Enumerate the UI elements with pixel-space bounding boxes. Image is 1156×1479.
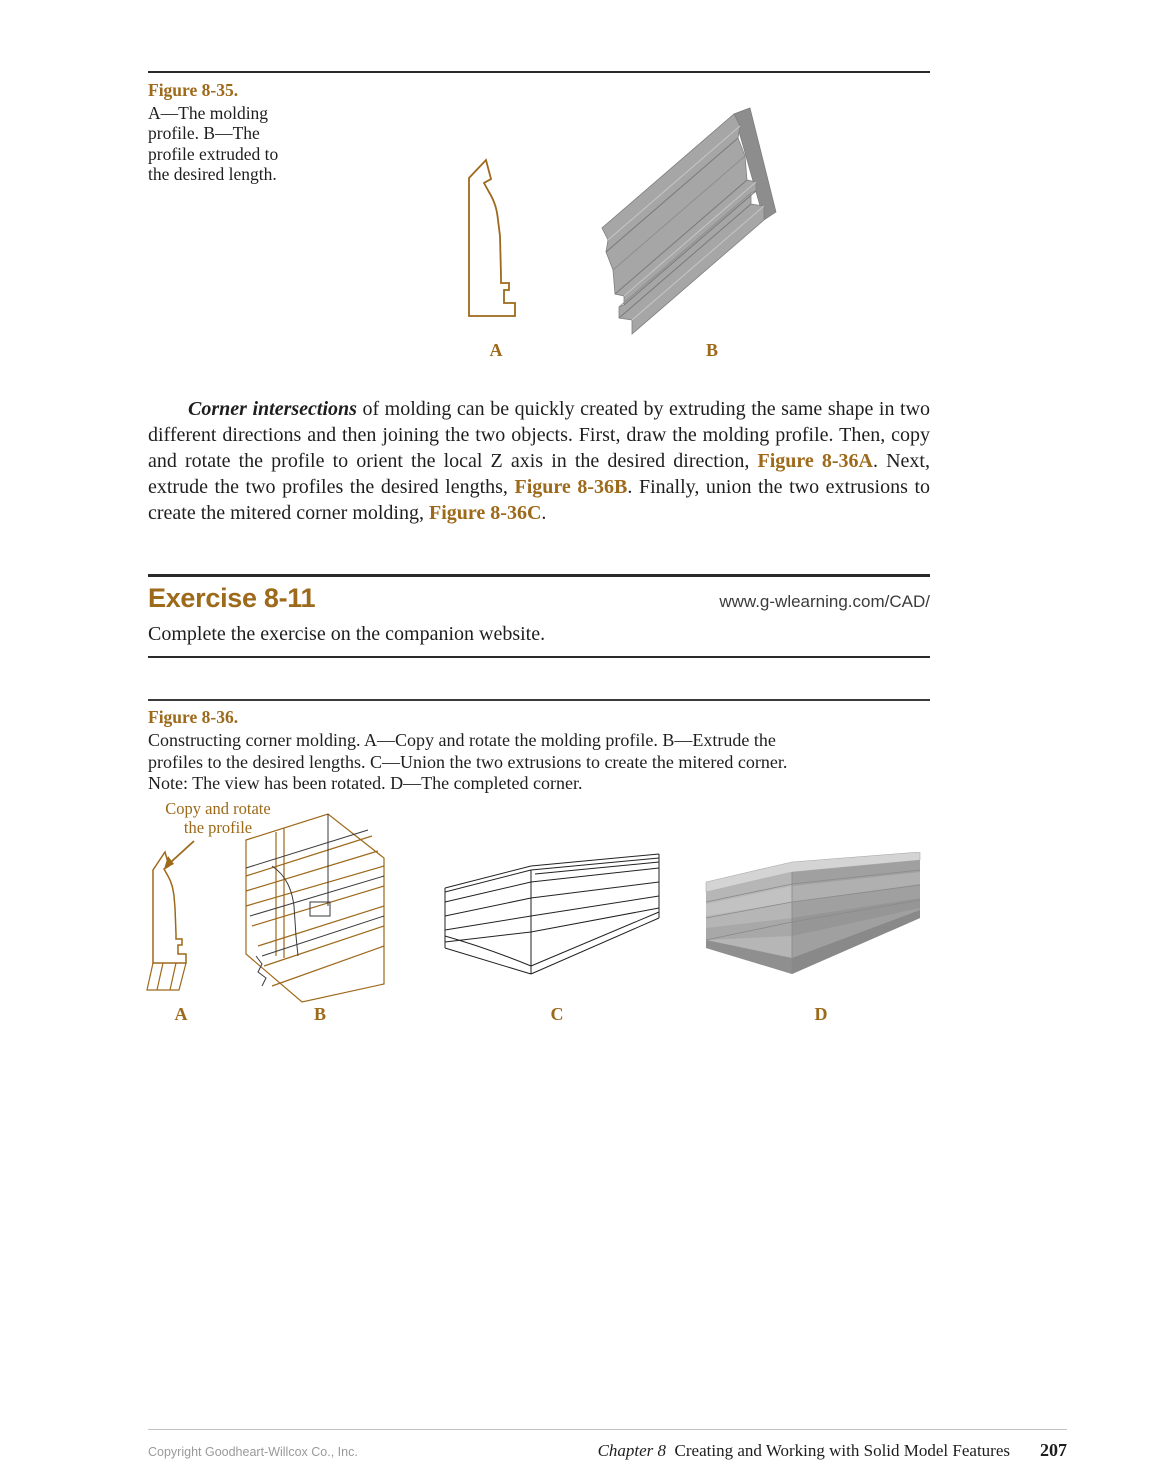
figure-36-label: Figure 8-36. xyxy=(148,707,239,727)
corner-wireframe-lines xyxy=(445,854,659,974)
paragraph-text: . Finally, union the two extrusions to create the mitered corner molding, xyxy=(148,476,930,524)
figure-35-label: Figure 8-35. xyxy=(148,80,239,100)
running-footer xyxy=(598,1441,1010,1461)
figure-35-sublabel-a: A xyxy=(489,340,503,360)
paragraph-text: . Next, extrude the two profiles the desired lengths, xyxy=(148,450,930,498)
annotation-line: Copy and rotate xyxy=(165,799,271,818)
exercise-instruction: Complete the exercise on the companion website. xyxy=(148,623,546,645)
lead-term: Corner intersections xyxy=(188,398,357,420)
page-number: 207 xyxy=(1040,1440,1067,1460)
paragraph-text: . xyxy=(541,502,547,524)
exercise-title: Exercise 8-11 xyxy=(148,583,316,613)
chapter-label: Chapter 8 xyxy=(597,1441,667,1460)
page-footer xyxy=(148,1440,1067,1461)
extruded-molding-render xyxy=(580,80,810,342)
figure-35-caption xyxy=(148,80,326,185)
figure-36b-reference: Figure 8-36B xyxy=(514,476,628,498)
copyright-notice: Copyright Goodheart-Willcox Co., Inc. xyxy=(148,1445,358,1459)
figure-35-sublabel-b: B xyxy=(705,340,718,360)
exercise-bottom-rule xyxy=(148,656,930,658)
figure-36-top-rule xyxy=(148,699,930,701)
body-paragraph xyxy=(148,396,930,526)
figure-36-caption xyxy=(148,730,930,795)
figure-35-caption-line: the desired length. xyxy=(148,164,277,184)
figure-36a-reference: Figure 8-36A xyxy=(757,450,873,472)
figure-36b-wireframe-drawing xyxy=(232,806,397,1006)
chapter-title: Creating and Working with Solid Model Features xyxy=(674,1441,1010,1460)
exercise-top-rule xyxy=(148,574,930,577)
figure-36a-profile-drawing xyxy=(143,842,213,1004)
figure-36-sublabel-b: B xyxy=(313,1004,326,1024)
exercise-url: www.g-wlearning.com/CAD/ xyxy=(719,592,930,611)
figure-36-caption-line: Note: The view has been rotated. D—The completed corner. xyxy=(148,773,583,793)
figure-35-top-rule xyxy=(148,71,930,73)
annotation-line: the profile xyxy=(183,818,253,837)
paragraph-text: of molding can be quickly created by extruding the same shape in two different directions and then joining the two objects. First, draw the molding profile. Then, copy and rotate the profile to orient the local Z axis in the desired direction, xyxy=(148,398,931,472)
figure-36-sublabel-a: A xyxy=(174,1004,188,1024)
molding-profile-drawing xyxy=(455,156,537,338)
figure-35-caption-line: profile. B—The xyxy=(148,123,260,143)
exercise-header xyxy=(148,583,930,614)
figure-36c-reference: Figure 8-36C xyxy=(429,502,542,524)
figure-36-caption-line: Constructing corner molding. A—Copy and rotate the molding profile. B—Extrude the xyxy=(148,730,776,750)
rotated-profile-outline xyxy=(147,963,186,990)
figure-36-caption-line: profiles to the desired lengths. C—Union the two extrusions to create the mitered corner. xyxy=(148,751,788,772)
profile-outline xyxy=(153,852,186,963)
profile-outline xyxy=(469,160,515,316)
figure-35-caption-line: profile extruded to xyxy=(148,143,279,164)
extrusion-wireframe-gold xyxy=(246,814,384,1002)
figure-35-caption-line: A—The molding xyxy=(148,102,269,123)
footer-rule xyxy=(148,1429,1067,1430)
figure-36c-corner-wireframe xyxy=(437,852,665,992)
figure-36-sublabel-c: C xyxy=(550,1004,564,1024)
figure-36-sublabel-d: D xyxy=(814,1004,828,1024)
figure-36d-corner-render xyxy=(698,852,923,992)
